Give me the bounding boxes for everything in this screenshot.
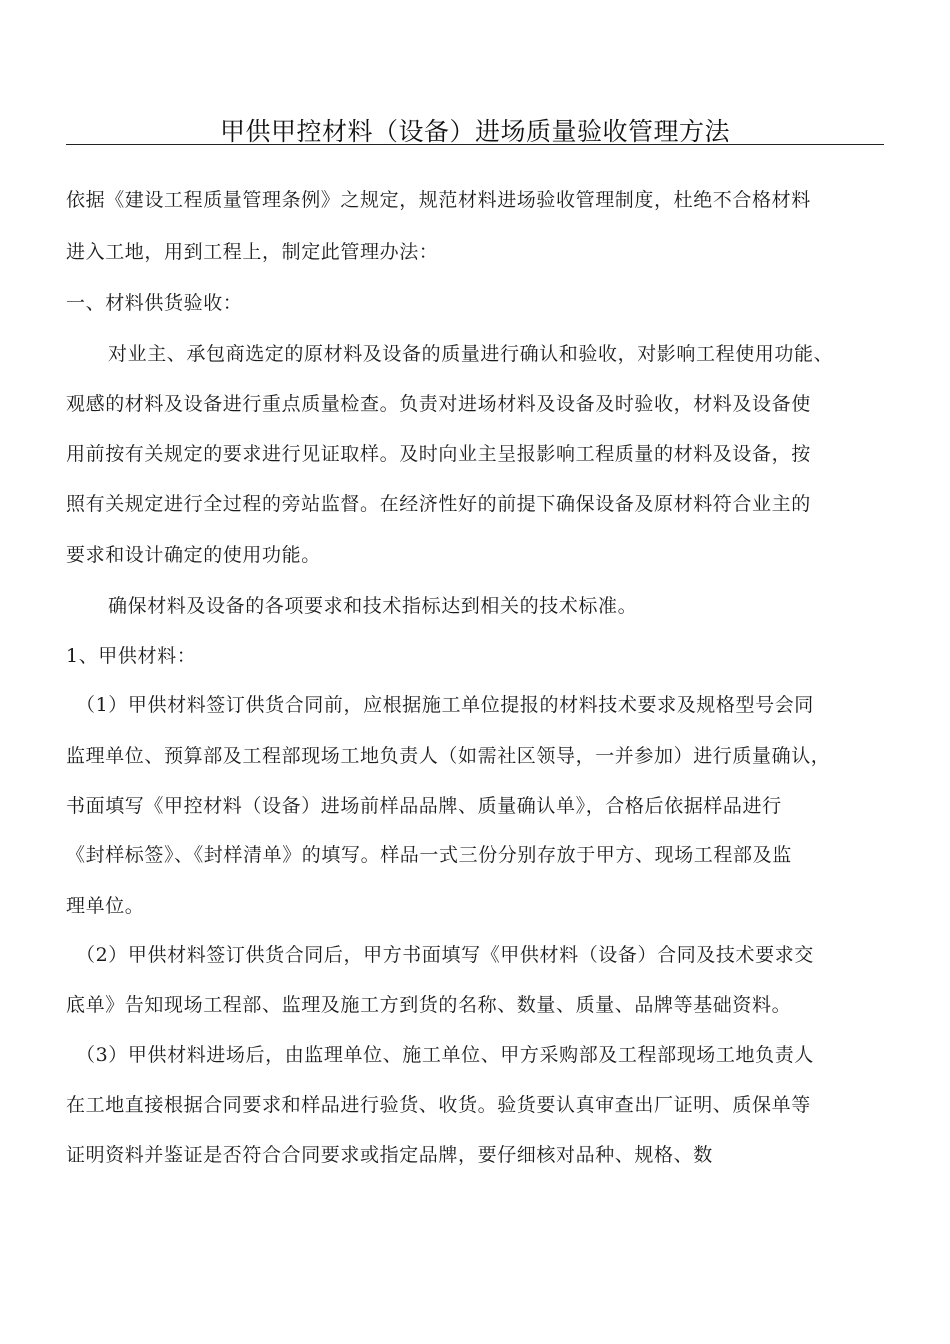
paragraph-line: 确保材料及设备的各项要求和技术指标达到相关的技术标准。 <box>108 595 638 617</box>
paragraph-line: 监理单位、预算部及工程部现场工地负责人（如需社区领导，一并参加）进行质量确认， <box>66 745 831 767</box>
paragraph-line: 依据《建设工程质量管理条例》之规定，规范材料进场验收管理制度，杜绝不合格材料 <box>66 189 811 211</box>
paragraph-line: （2）甲供材料签订供货合同后，甲方书面填写《甲供材料（设备）合同及技术要求交 <box>76 944 814 966</box>
paragraph-line: 用前按有关规定的要求进行见证取样。及时向业主呈报影响工程质量的材料及设备，按 <box>66 443 811 465</box>
subsection-heading: 1、甲供材料： <box>66 645 197 667</box>
paragraph-line: 照有关规定进行全过程的旁站监督。在经济性好的前提下确保设备及原材料符合业主的 <box>66 493 811 515</box>
paragraph-line: 进入工地，用到工程上，制定此管理办法： <box>66 241 439 263</box>
paragraph-line: 要求和设计确定的使用功能。 <box>66 544 321 566</box>
paragraph-line: 观感的材料及设备进行重点质量检查。负责对进场材料及设备及时验收，材料及设备使 <box>66 393 811 415</box>
document-title: 甲供甲控材料（设备）进场质量验收管理方法 <box>219 117 730 146</box>
paragraph-line: 书面填写《甲控材料（设备）进场前样品品牌、质量确认单》，合格后依据样品进行 <box>66 795 782 817</box>
paragraph-line: 底单》告知现场工程部、监理及施工方到货的名称、数量、质量、品牌等基础资料。 <box>66 994 792 1016</box>
paragraph-line: 对业主、承包商选定的原材料及设备的质量进行确认和验收，对影响工程使用功能、 <box>108 343 834 365</box>
title-underline <box>66 144 884 145</box>
paragraph-line: （3）甲供材料进场后，由监理单位、施工单位、甲方采购部及工程部现场工地负责人 <box>76 1044 814 1066</box>
paragraph-line: 理单位。 <box>66 895 145 917</box>
section-heading: 一、材料供货验收： <box>66 292 243 314</box>
paragraph-line: 证明资料并鉴证是否符合合同要求或指定品牌，要仔细核对品种、规格、数 <box>66 1144 713 1166</box>
paragraph-line: （1）甲供材料签订供货合同前，应根据施工单位提报的材料技术要求及规格型号会同 <box>76 694 814 716</box>
paragraph-line: 《封样标签》、《封样清单》的填写。样品一式三份分别存放于甲方、现场工程部及监 <box>66 844 792 866</box>
paragraph-line: 在工地直接根据合同要求和样品进行验货、收货。验货要认真审查出厂证明、质保单等 <box>66 1094 811 1116</box>
